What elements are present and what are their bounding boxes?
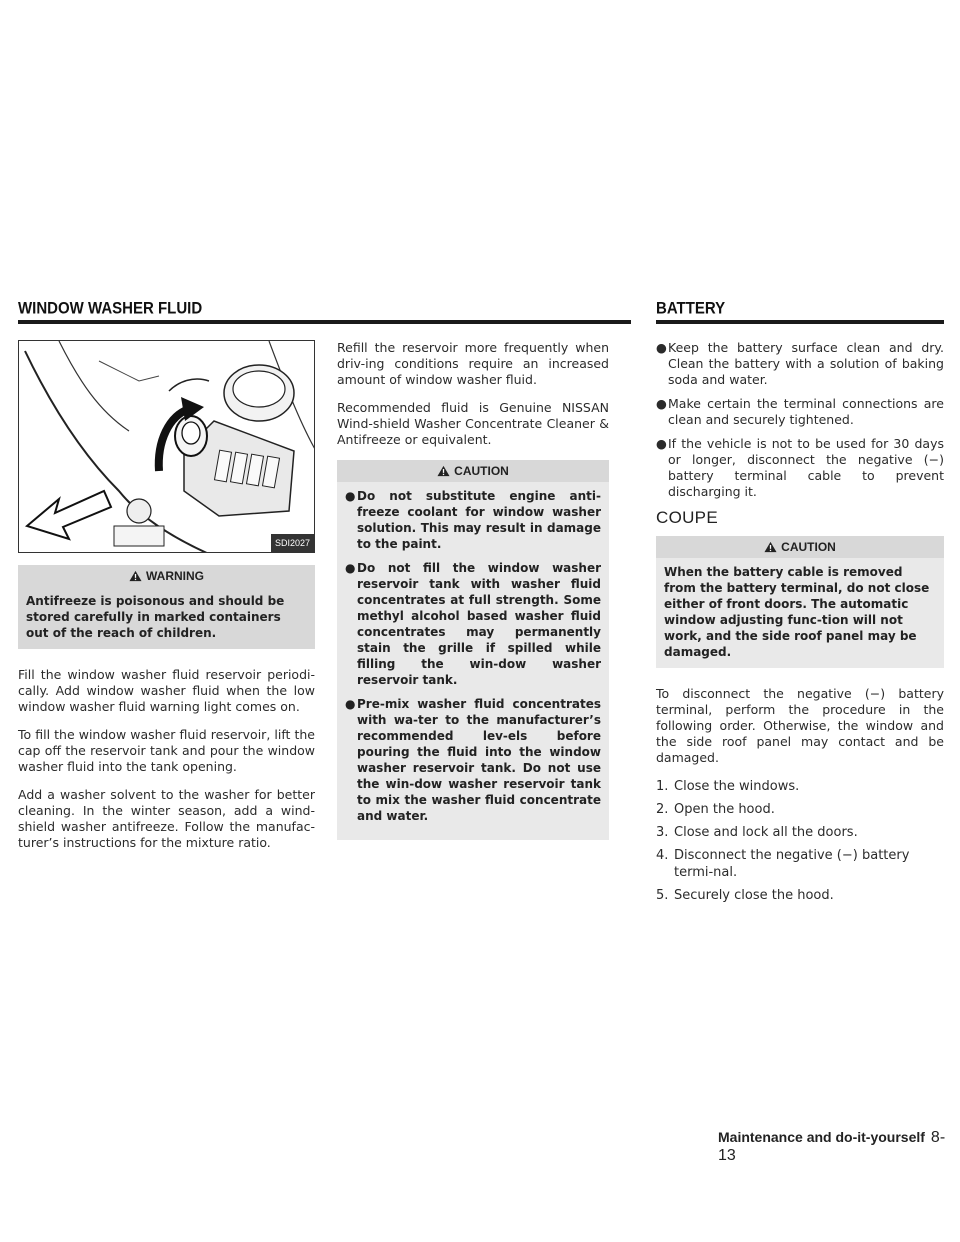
caution-body — [337, 482, 609, 840]
caution-box-coupe — [656, 536, 944, 668]
bullet-icon: ● — [656, 396, 667, 411]
warning-header — [18, 565, 315, 587]
caution-text: When the battery cable is removed from the battery terminal, do not close either of front doors. The automatic window adjusting func-tion will not work, and the side roof panel may be damaged. — [656, 558, 944, 668]
battery-tip: ● Make certain the terminal connections are clean and securely tightened. — [656, 396, 944, 427]
battery-tip: ● Keep the battery surface clean and dry. Clean the battery with a solution of baking soda and water. — [656, 340, 944, 387]
engine-bay-illustration — [19, 341, 315, 553]
section-title-window-washer-fluid: WINDOW WASHER FLUID — [18, 299, 203, 318]
bullet-icon: ● — [656, 340, 667, 355]
page-footer — [718, 1129, 960, 1165]
section-rule-left — [18, 320, 631, 324]
paragraph: Refill the reservoir more frequently when driv-ing conditions require an increased amount of window washer fluid. — [337, 340, 609, 387]
caution-box — [337, 460, 609, 840]
caution-item: ● Do not substitute engine anti-freeze coolant for window washer solution. This may result in damage to the paint. — [345, 489, 601, 551]
warning-text: Antifreeze is poisonous and should be stored carefully in marked containers out of the reach of children. — [26, 594, 285, 640]
caution-triangle-icon — [764, 541, 777, 553]
bullet-icon: ● — [656, 436, 667, 451]
section-title-battery: BATTERY — [656, 299, 726, 318]
caution-label: CAUTION — [454, 464, 509, 478]
paragraph: Add a washer solvent to the washer for better cleaning. In the winter season, add a wind-shield washer antifreeze. Follow the manufac-turer’s instructions for the mixture ratio. — [18, 787, 315, 850]
paragraph: Recommended fluid is Genuine NISSAN Wind-shield Washer Concentrate Cleaner & Antifreeze or equivalent. — [337, 400, 609, 447]
steps-list — [656, 778, 944, 904]
subheading-coupe: COUPE — [656, 508, 718, 527]
step-item: 4. Disconnect the negative (−) battery termi-nal. — [656, 848, 910, 880]
warning-box — [18, 565, 315, 649]
bullet-icon: ● — [345, 697, 356, 711]
column-1 — [18, 340, 315, 863]
warning-triangle-icon — [129, 570, 142, 582]
step-item: 2. Open the hood. — [656, 802, 775, 817]
paragraph: To fill the window washer fluid reservoir, lift the cap off the reservoir tank and pour the window washer fluid into the tank opening. — [18, 727, 315, 774]
section-rule-right — [656, 320, 944, 324]
page-number: 8-13 — [718, 1129, 946, 1164]
column-2 — [337, 340, 609, 858]
step-item: 3. Close and lock all the doors. — [656, 825, 858, 840]
caution-item: ● Pre-mix washer fluid concentrates with wa-ter to the manufacturer’s recommended lev-els before pouring the fluid into the window washer reservoir tank. Do not use the win-dow washer reservoir tank to mix the washer fluid concentrate and water. — [345, 697, 601, 823]
step-item: 5. Securely close the hood. — [656, 888, 834, 903]
caution-triangle-icon — [437, 465, 450, 477]
paragraph: To disconnect the negative (−) battery terminal, perform the procedure in the following order. Otherwise, the window and the side roof panel may contact and be damaged. — [656, 686, 944, 765]
caution-header — [656, 536, 944, 558]
chapter-name: Maintenance and do-it-yourself — [718, 1129, 925, 1145]
paragraph: Fill the window washer fluid reservoir periodi-cally. Add window washer fluid when the low window washer fluid warning light comes on. — [18, 667, 315, 714]
column-3 — [656, 340, 944, 910]
caution-label: CAUTION — [781, 540, 836, 554]
step-item: 1. Close the windows. — [656, 779, 800, 794]
washer-reservoir-figure — [18, 340, 315, 553]
caution-item: ● Do not fill the window washer reservoir tank with washer fluid concentrates at full strength. Some methyl alcohol based washer fluid concentrates may permanently stain the grille if spilled while filling the win-dow washer reservoir tank. — [345, 561, 601, 687]
battery-tip: ● If the vehicle is not to be used for 30 days or longer, disconnect the negative (−) battery terminal cable to prevent discharging it. — [656, 436, 944, 499]
caution-header — [337, 460, 609, 482]
bullet-icon: ● — [345, 561, 356, 575]
figure-code: SDI2027 — [271, 534, 314, 552]
bullet-icon: ● — [345, 489, 356, 503]
warning-label: WARNING — [146, 569, 204, 583]
